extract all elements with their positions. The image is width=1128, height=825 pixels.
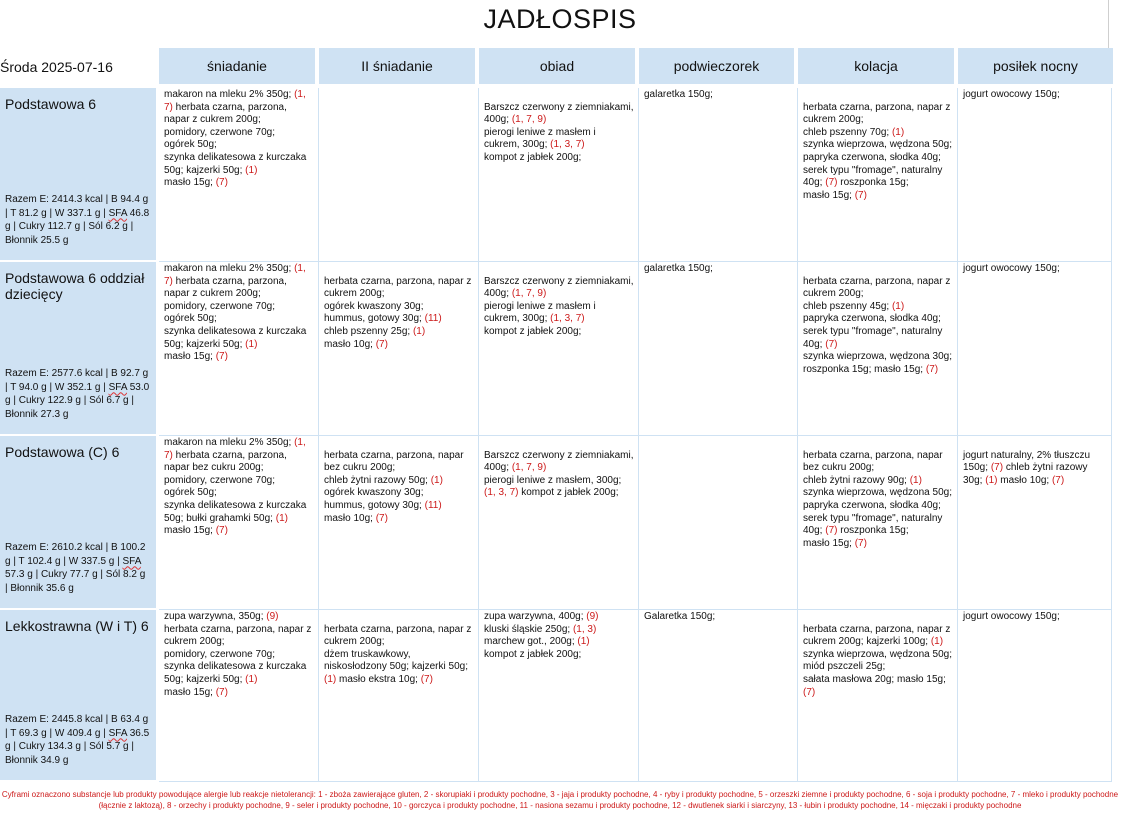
menu-cell-lunch (479, 88, 639, 262)
menu-cell-text: galaretka 150g; (644, 263, 713, 274)
menu-cell-text: Galaretka 150g; (644, 611, 716, 622)
menu-cell-text: jogurt naturalny, 2% tłuszczu 150g; (7) chleb żytni razowy 30g; (1) masło 10g; (7) (963, 449, 1091, 486)
diet-name: Podstawowa 6 oddział dziecięcy (5, 270, 145, 302)
menu-cell-breakfast (159, 262, 319, 436)
menu-cell-text: makaron na mleku 2% 350g; (1, 7) herbata czarna, parzona, napar z cukrem 200g; pomidory, czerwone 70g; ogórek 50g; szynka delikatesowa z kurczaka 50g; kajzerki 50g; (1) masło 15g; (7) (164, 263, 309, 363)
diet-nutrition-summary: Razem E: 2577.6 kcal | B 92.7 g | T 94.0 g | W 352.1 g | SFA 53.0 g | Cukry 122.9 g | Sól 6.7 g | Błonnik 27.3 g (5, 368, 150, 420)
menu-cell-text: Barszcz czerwony z ziemniakami, 400g; (1, 7, 9) pierogi leniwe z masłem, 300g; (1, 3, 7) kompot z jabłek 200g; (484, 449, 634, 499)
menu-cell-text: jogurt owocowy 150g; (963, 611, 1060, 622)
meal-header-breakfast: śniadanie (159, 48, 315, 84)
menu-cell-text: herbata czarna, parzona, napar z cukrem 200g; dżem truskawkowy, niskosłodzony 50g; kajzerki 50g; (1) masło ekstra 10g; (7) (324, 623, 472, 685)
menu-cell-night-meal (958, 262, 1112, 436)
menu-cell-second-breakfast (319, 436, 479, 610)
menu-cell-afternoon-snack (639, 262, 798, 436)
diet-row-label (0, 262, 156, 434)
menu-cell-second-breakfast (319, 88, 479, 262)
menu-cell-text: herbata czarna, parzona, napar bez cukru 200g; chleb żytni razowy 90g; (1) szynka wieprzowa, wędzona 50g; papryka czerwona, słodka 40g; serek typu "fromage", naturalny 40g; (7) roszponka 15g; masło 15g; (7) (803, 449, 952, 549)
menu-cell-text: herbata czarna, parzona, napar z cukrem 200g; kajzerki 100g; (1) szynka wieprzowa, wędzona 50g; miód pszczeli 25g; sałata masłowa 20g; masło 15g; (7) (803, 623, 952, 698)
diet-name: Lekkostrawna (W i T) 6 (5, 618, 149, 634)
diet-name: Podstawowa (C) 6 (5, 444, 120, 460)
page-title: JADŁOSPIS (483, 4, 637, 34)
menu-cell-lunch (479, 610, 639, 782)
menu-cell-afternoon-snack (639, 88, 798, 262)
meal-header-second-breakfast: II śniadanie (319, 48, 475, 84)
allergen-legend: Cyframi oznaczono substancje lub produkty powodujące alergie lub reakcje nietolerancji: 1 - zboża zawierające gluten, 2 - skorupiaki i produkty pochodne, 3 - jaja i produkty pochodne, 4 - ryby i produkty pochodne, 5 - orzeszki ziemne i produkty pochodne, 6 - soja i produkty pochodne, 7 - mleko i produkty pochodne (łącznie z laktozą), 8 - orzechy i produkty pochodne, 9 - seler i produkty pochodne, 10 - gorczyca i produkty pochodne, 11 - nasiona sezamu i produkty pochodne, 12 - dwutlenek siarki i siarczyny, 13 - łubin i produkty pochodne, 14 - mięczaki i produkty pochodne (1, 790, 1119, 810)
menu-cell-breakfast (159, 610, 319, 782)
menu-cell-text: galaretka 150g; (644, 89, 713, 100)
menu-cell-text: herbata czarna, parzona, napar bez cukru 200g; chleb żytni razowy 50g; (1) ogórek kwaszony 30g; hummus, gotowy 30g; (11) masło 10g; (7) (324, 449, 464, 524)
menu-cell-text: makaron na mleku 2% 350g; (1, 7) herbata czarna, parzona, napar z cukrem 200g; pomidory, czerwone 70g; ogórek 50g; szynka delikatesowa z kurczaka 50g; kajzerki 50g; (1) masło 15g; (7) (164, 89, 309, 189)
menu-date: Środa 2025-07-16 (0, 59, 113, 75)
meal-header-lunch: obiad (479, 48, 635, 84)
menu-cell-lunch (479, 436, 639, 610)
meal-header-dinner: kolacja (798, 48, 954, 84)
menu-cell-second-breakfast (319, 262, 479, 436)
diet-row-label (0, 610, 156, 780)
menu-cell-afternoon-snack (639, 436, 798, 610)
meal-header-afternoon-snack: podwieczorek (639, 48, 794, 84)
menu-cell-text: zupa warzywna, 350g; (9) herbata czarna, parzona, napar z cukrem 200g; pomidory, czerwone 70g; szynka delikatesowa z kurczaka 50g; kajzerki 50g; (1) masło 15g; (7) (164, 611, 312, 698)
diet-row-label (0, 88, 156, 260)
menu-cell-text: jogurt owocowy 150g; (963, 89, 1060, 100)
menu-cell-dinner (798, 436, 958, 610)
menu-cell-text: zupa warzywna, 400g; (9) kluski śląskie 250g; (1, 3) marchew got., 200g; (1) kompot z jabłek 200g; (484, 611, 599, 660)
menu-cell-dinner (798, 88, 958, 262)
menu-cell-text: Barszcz czerwony z ziemniakami, 400g; (1, 7, 9) pierogi leniwe z masłem i cukrem, 300g; (1, 3, 7) kompot z jabłek 200g; (484, 275, 634, 337)
menu-cell-second-breakfast (319, 610, 479, 782)
menu-cell-night-meal (958, 88, 1112, 262)
menu-cell-lunch (479, 262, 639, 436)
diet-nutrition-summary: Razem E: 2445.8 kcal | B 63.4 g | T 69.3 g | W 409.4 g | SFA 36.5 g | Cukry 134.3 g | Sól 5.7 g | Błonnik 34.9 g (5, 714, 150, 766)
menu-cell-night-meal (958, 610, 1112, 782)
menu-cell-dinner (798, 610, 958, 782)
menu-cell-text: herbata czarna, parzona, napar z cukrem 200g; chleb pszenny 45g; (1) papryka czerwona, słodka 40g; serek typu "fromage", naturalny 40g; (7) szynka wieprzowa, wędzona 30g; roszponka 15g; masło 15g; (7) (803, 275, 952, 375)
menu-cell-text: makaron na mleku 2% 350g; (1, 7) herbata czarna, parzona, napar bez cukru 200g; pomidory, czerwone 70g; ogórek 50g; szynka delikatesowa z kurczaka 50g; bułki grahamki 50g; (1) masło 15g; (7) (164, 437, 309, 537)
diet-nutrition-summary: Razem E: 2414.3 kcal | B 94.4 g | T 81.2 g | W 337.1 g | SFA 46.8 g | Cukry 112.7 g | Sól 6.2 g | Błonnik 25.5 g (5, 194, 150, 246)
menu-cell-text: herbata czarna, parzona, napar z cukrem 200g; chleb pszenny 70g; (1) szynka wieprzowa, wędzona 50g; papryka czerwona, słodka 40g; serek typu "fromage", naturalny 40g; (7) roszponka 15g; masło 15g; (7) (803, 101, 952, 201)
menu-cell-breakfast (159, 436, 319, 610)
diet-row-label (0, 436, 156, 608)
menu-cell-text: jogurt owocowy 150g; (963, 263, 1060, 274)
menu-cell-text: Barszcz czerwony z ziemniakami, 400g; (1, 7, 9) pierogi leniwe z masłem i cukrem, 300g; (1, 3, 7) kompot z jabłek 200g; (484, 101, 634, 163)
diet-name: Podstawowa 6 (5, 96, 97, 112)
meal-header-night-meal: posiłek nocny (958, 48, 1113, 84)
menu-cell-night-meal (958, 436, 1112, 610)
diet-nutrition-summary: Razem E: 2610.2 kcal | B 100.2 g | T 102.4 g | W 337.5 g | SFA 57.3 g | Cukry 77.7 g | Sól 8.2 g | Błonnik 35.6 g (5, 542, 146, 594)
menu-cell-dinner (798, 262, 958, 436)
menu-cell-breakfast (159, 88, 319, 262)
menu-cell-afternoon-snack (639, 610, 798, 782)
menu-cell-text: herbata czarna, parzona, napar z cukrem 200g; ogórek kwaszony 30g; hummus, gotowy 30g; (11) chleb pszenny 25g; (1) masło 10g; (7) (324, 275, 472, 350)
